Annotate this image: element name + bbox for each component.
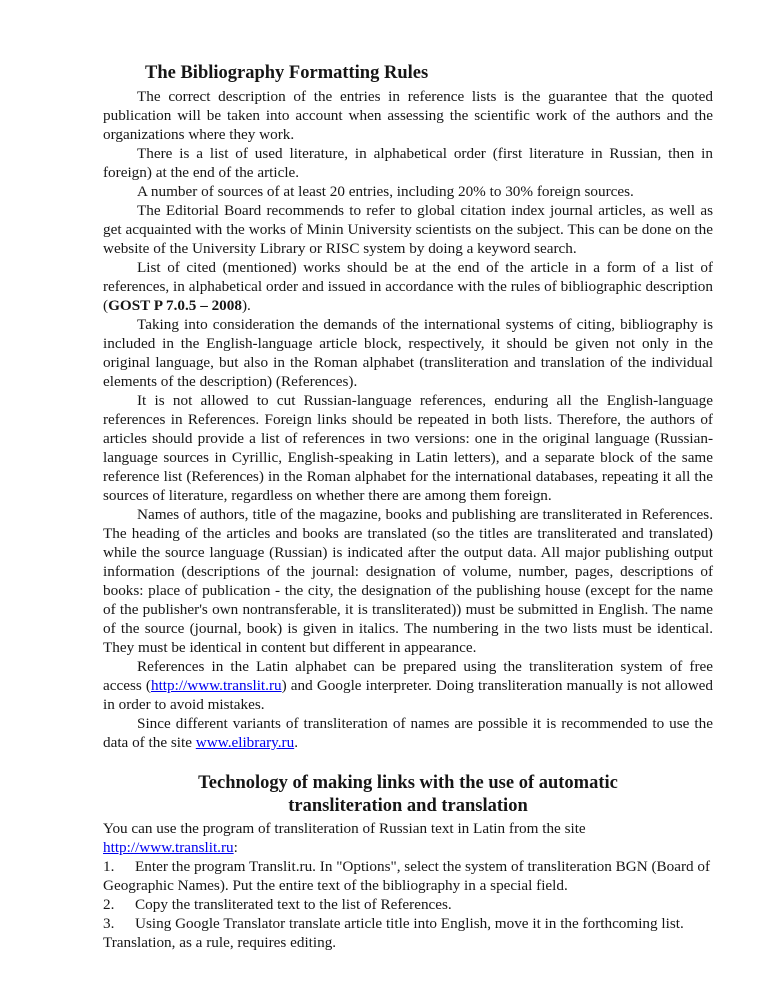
text-run: Since different variants of transliteration of names are possible it is recommended to use the data of the site <box>103 715 713 751</box>
hyperlink[interactable]: http://www.translit.ru <box>150 677 282 694</box>
text-run: References in the Latin alphabet can be prepared using the transliteration system of free access ( <box>103 658 713 694</box>
hyperlink[interactable]: http://www.translit.ru <box>103 839 234 856</box>
text-run: The Bibliography Formatting Rules <box>145 63 429 83</box>
text-run: : <box>233 839 238 856</box>
list-item <box>103 895 713 914</box>
paragraph <box>103 182 713 201</box>
bold-text: GOST P 7.0.5 – 2008 <box>108 297 242 314</box>
paragraph <box>103 505 713 657</box>
text-run: It is not allowed to cut Russian-language references, enduring all the English-language references in References. Foreign links should be repeated in both lists. Therefore, the authors of articles should provide a list of references in two versions: one in the original language (Russian-language sources in Cyrillic, English-speaking in Latin letters), and a separate block of the same reference list (References) in the Roman alphabet for the international databases, repeating it all the sources of literature, regardless on whether there are among them foreign. <box>103 392 713 504</box>
paragraph <box>103 391 713 505</box>
document-title <box>103 62 713 84</box>
text-run: Names of authors, title of the magazine, books and publishing are transliterated in References. The heading of the articles and books are translated (so the titles are transliterated and translated) while the source language (Russian) is indicated after the output data. All major publishing output information (descriptions of the journal: designation of volume, number, pages, descriptions of books: place of publication - the city, the designation of the publishing house (except for the name of the publisher's own nontransferable, it is transliterated)) must be submitted in English. The name of the source (journal, book) is given in italics. The numbering in the two lists must be identical. They must be identical in content but different in appearance. <box>103 506 713 656</box>
list-item <box>103 857 713 895</box>
paragraph <box>103 144 713 182</box>
text-run: The Editorial Board recommends to refer to global citation index journal articles, as well as get acquainted with the works of Minin University scientists on the subject. This can be done on the website of the University Library or RISC system by doing a keyword search. <box>103 202 713 257</box>
text-run: Using Google Translator translate article title into English, move it in the forthcoming list. Translation, as a rule, requires editing. <box>103 915 684 951</box>
text-run: ) and Google interpreter. Doing transliteration manually is not allowed in order to avoid mistakes. <box>103 677 714 713</box>
text-run: transliteration and translation <box>288 796 528 816</box>
paragraph <box>103 315 713 391</box>
paragraph <box>103 714 713 752</box>
text-run: Technology of making links with the use of automatic <box>198 773 618 793</box>
paragraph <box>103 657 713 714</box>
step-number: 1. <box>103 858 115 875</box>
paragraph <box>103 87 713 144</box>
text-run: Copy the transliterated text to the list of References. <box>135 896 452 913</box>
step-number: 2. <box>103 896 115 913</box>
text-run: Enter the program Translit.ru. In "Options", select the system of transliteration BGN (Board of Geographic Names). Put the entire text of the bibliography in a special field. <box>103 858 711 894</box>
paragraph <box>103 258 713 315</box>
text-run: Taking into consideration the demands of the international systems of citing, bibliography is included in the English-language article block, respectively, it should be given not only in the original language, but also in the Roman alphabet (transliteration and translation of the individual elements of the description) (References). <box>103 316 713 390</box>
text-run: You can use the program of transliteration of Russian text in Latin from the site <box>103 820 586 837</box>
hyperlink[interactable]: www.elibrary.ru <box>195 734 295 751</box>
document-body <box>103 62 713 952</box>
text-run: The correct description of the entries in reference lists is the guarantee that the quoted publication will be taken into account when assessing the scientific work of the authors and the organizations where they work. <box>103 88 713 143</box>
text-run: List of cited (mentioned) works should be at the end of the article in a form of a list of references, in alphabetical order and issued in accordance with the rules of bibliographic description ( <box>103 259 713 314</box>
step-number: 3. <box>103 915 115 932</box>
paragraph <box>103 819 713 857</box>
text-run: There is a list of used literature, in alphabetical order (first literature in Russian, then in foreign) at the end of the article. <box>103 145 713 181</box>
section-heading <box>103 772 713 818</box>
text-run: . <box>294 734 298 751</box>
list-item <box>103 914 713 952</box>
paragraph <box>103 201 713 258</box>
text-run: A number of sources of at least 20 entries, including 20% to 30% foreign sources. <box>137 183 634 200</box>
text-run: ). <box>241 297 251 314</box>
